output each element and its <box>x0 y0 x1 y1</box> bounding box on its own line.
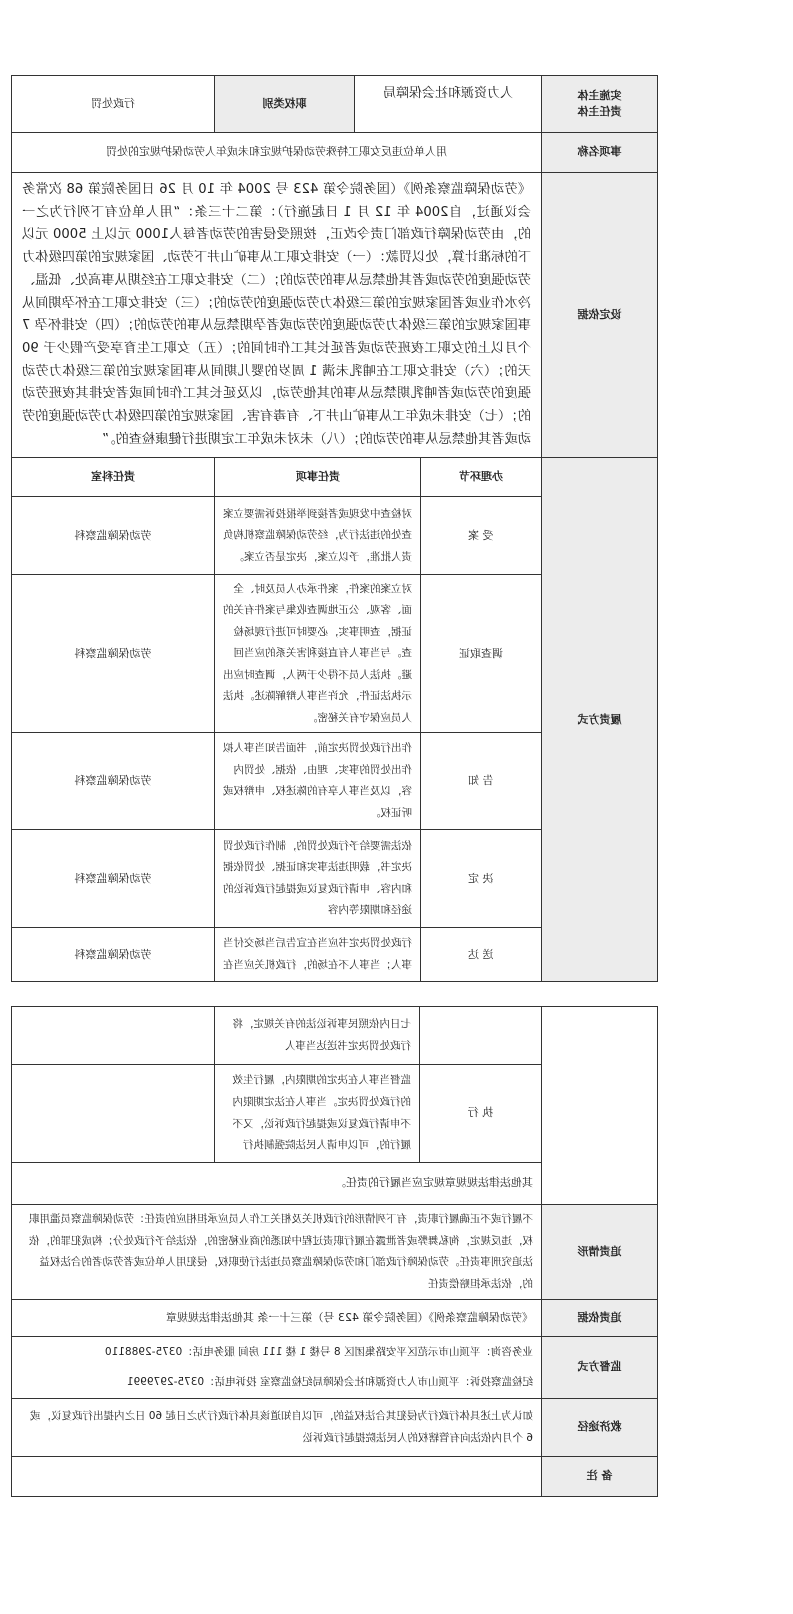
accountability-basis-text: 《劳动保障监察条例》（国务院令第 423 号）第三十一条 其他法律法规规章 <box>166 1310 533 1324</box>
row-item: 对检查中发现或者接到举报投诉需要立案查处的违法行为，经劳动保障监察机构负责人批准，予以立案，决定是否立案。 <box>215 497 421 574</box>
remark-label: 备 注 <box>586 1469 613 1483</box>
row-step: 告 知 <box>468 774 494 788</box>
other-duty: 其他法律法规规章规定应当履行的责任。 <box>335 1176 533 1190</box>
power-type-label-cell <box>215 76 355 133</box>
row-dept: 劳动保障监察科 <box>12 830 215 928</box>
cont-item: 七日内依照民事诉讼法的有关规定，将行政处罚决定书送达当事人 <box>232 1017 411 1052</box>
basis-label: 设定依据 <box>577 307 622 321</box>
header-step: 办理环节 <box>459 470 503 484</box>
power-type-label: 职权类别 <box>262 96 307 110</box>
row-step: 调查取证 <box>459 646 503 660</box>
row-dept: 劳动保障监察科 <box>12 497 215 575</box>
implement-value: 人力资源和社会保障局 <box>383 86 514 101</box>
duty-label: 履责方式 <box>577 712 622 726</box>
implement-label-2: 责任主体 <box>577 105 622 118</box>
supervision-line-1: 业务咨询：平顶山市示范区平安路集团区 8 号楼 1 楼 111 房间 服务电话：0375-2988110 <box>104 1346 533 1359</box>
table-row <box>215 733 542 830</box>
supervision-label-cell <box>542 1337 658 1399</box>
supervision-label: 监督方式 <box>577 1360 622 1374</box>
header-dept: 责任科室 <box>12 458 215 497</box>
other-duty-cell <box>12 1163 542 1205</box>
implement-label-cell <box>542 76 658 133</box>
cont-item-cell <box>215 1007 420 1065</box>
accountability-label: 追责情形 <box>577 1244 622 1258</box>
item-label-cell <box>542 133 658 173</box>
remedy-cell <box>12 1399 542 1457</box>
exec-step-cell <box>420 1065 542 1163</box>
table-row <box>215 928 542 982</box>
accountability-basis-label-cell <box>542 1300 658 1337</box>
duty-table-page-1 <box>11 75 658 982</box>
exec-step: 执 行 <box>467 1106 494 1120</box>
item-value-cell <box>12 133 542 173</box>
row-dept: 劳动保障监察科 <box>12 733 215 830</box>
exec-dept-cell <box>12 1065 215 1163</box>
row-item: 对立案的案件，案件承办人员及时、全面、客观、公正地调查收集与案件有关的证据，查明事实，必要时可进行现场检查。与当事人有直接利害关系的应当回避。执法人员不得少于两人，调查时应出示执法证件，允许当事人辩解陈述。执法人员应保守有关秘密。 <box>215 575 421 732</box>
table-row <box>215 575 542 733</box>
duty-table-page-2 <box>11 1006 658 1497</box>
item-value: 用人单位违反女职工特殊劳动保护规定和未成年人劳动保护规定的处罚 <box>106 145 447 159</box>
basis-label-cell <box>542 173 658 458</box>
accountability-label-cell <box>542 1205 658 1300</box>
implement-value-cell <box>355 76 542 133</box>
basis-text: 《劳动保障监察条例》（国务院令第 423 号 2004 年 10 月 26 日国务院第 68 次常务会议通过，自2004 年 12 月 1 日起施行）：第二十三条：“用人单位有下列行为之一的，由劳动保障行政部门责令改正，按照受侵害的劳动者每人1000 元以上 5000 元以下的标准计算，处以罚款：（一）安排女职工从事矿山井下劳动、国家规定的第四级体力劳动强度的劳动或者其他禁忌从事的劳动的；（二）安排女职工在经期从事高处、低温、冷水作业或者国家规定的第三级体力劳动强度的劳动的；（三）安排女职工在怀孕期间从事国家规定的第三级体力劳动强度的劳动或者孕期禁忌从事的劳动的；（四）安排怀孕 7 个月以上的女职工夜班劳动或者延长其工作时间的；（五）女职工生育享受产假少于 90 天的；（六）安排女职工在哺乳未满 1 周岁的婴儿期间从事国家规定的第三级体力劳动强度的劳动或者哺乳期禁忌从事的其他劳动，以及延长其工作时间或者安排其夜班劳动的；（七）安排未成年工从事矿山井下、有毒有害、国家规定的第四级体力劳动强度的劳动或者其他禁忌从事的劳动的；（八）未对未成年工定期进行健康检查的。” <box>22 182 531 447</box>
exec-item-cell <box>215 1065 420 1163</box>
implement-label-1: 实施主体 <box>577 88 622 102</box>
duty-label-continued <box>542 1007 658 1205</box>
power-type-value-cell <box>12 76 215 133</box>
accountability-basis-label: 追责依据 <box>577 1310 622 1324</box>
row-step: 送 达 <box>468 947 494 961</box>
duty-label-cell <box>542 458 658 982</box>
accountability-text: 不履行或不正确履行职责，有下列情形的行政机关及相关工作人员应承担相应的责任：劳动保障监察员滥用职权，违反规定，徇私舞弊或者泄露在履行职责过程中知悉的商业秘密的，依法给予行政处分；构成犯罪的，依法追究刑事责任。劳动保障行政部门和劳动保障监察员违法行使职权，侵犯用人单位或者劳动者的合法权益的，依法承担赔偿责任 <box>29 1213 533 1290</box>
row-item: 行政处罚决定书应当在宣告后当场交付当事人；当事人不在场的，行政机关应当在 <box>215 928 421 981</box>
row-item: 依法需要给予行政处罚的，制作行政处罚决定书，载明违法事实和证据、处罚依据和内容、申请行政复议或提起行政诉讼的途径和期限等内容 <box>215 830 421 927</box>
row-dept: 劳动保障监察科 <box>12 575 215 733</box>
header-item: 责任事项 <box>215 458 421 496</box>
supervision-cell <box>12 1337 542 1399</box>
table-row <box>215 830 542 928</box>
power-type-value: 行政处罚 <box>91 96 135 110</box>
row-item: 作出行政处罚决定前，书面告知当事人拟作出处罚的事实、理由、依据、处罚内容，以及当事人享有的陈述权、申辩权或听证权。 <box>215 733 421 829</box>
exec-item: 监督当事人在决定的期限内，履行生效的行政处罚决定。当事人在法定期限内不申请行政复议或提起行政诉讼，又不履行的，可以申请人民法院强制执行 <box>232 1074 411 1152</box>
item-label: 事项名称 <box>577 145 622 159</box>
row-dept: 劳动保障监察科 <box>12 928 215 982</box>
basis-text-cell <box>12 173 542 458</box>
remark-value-cell <box>12 1457 542 1497</box>
cont-dept-cell <box>12 1007 215 1065</box>
accountability-text-cell <box>12 1205 542 1300</box>
remedy-label: 救济途径 <box>577 1420 622 1434</box>
remedy-text: 如认为上述具体行政行为侵犯其合法权益的，可以自知道该具体行政行为之日起 60 日之内提出行政复议，或 6 个月内依法向有管辖权的人民法院提起行政诉讼 <box>29 1410 533 1444</box>
header-split <box>215 458 542 497</box>
supervision-line-2: 纪检监察投诉：平顶山市人力资源和社会保障局纪检监察室 投诉电话：0375-2979991 <box>126 1375 533 1388</box>
cont-step-cell <box>420 1007 542 1065</box>
table-row <box>215 497 542 575</box>
row-step: 受 案 <box>468 528 494 542</box>
row-step: 决 定 <box>468 871 494 885</box>
remark-label-cell <box>542 1457 658 1497</box>
remedy-label-cell <box>542 1399 658 1457</box>
accountability-basis-cell <box>12 1300 542 1337</box>
